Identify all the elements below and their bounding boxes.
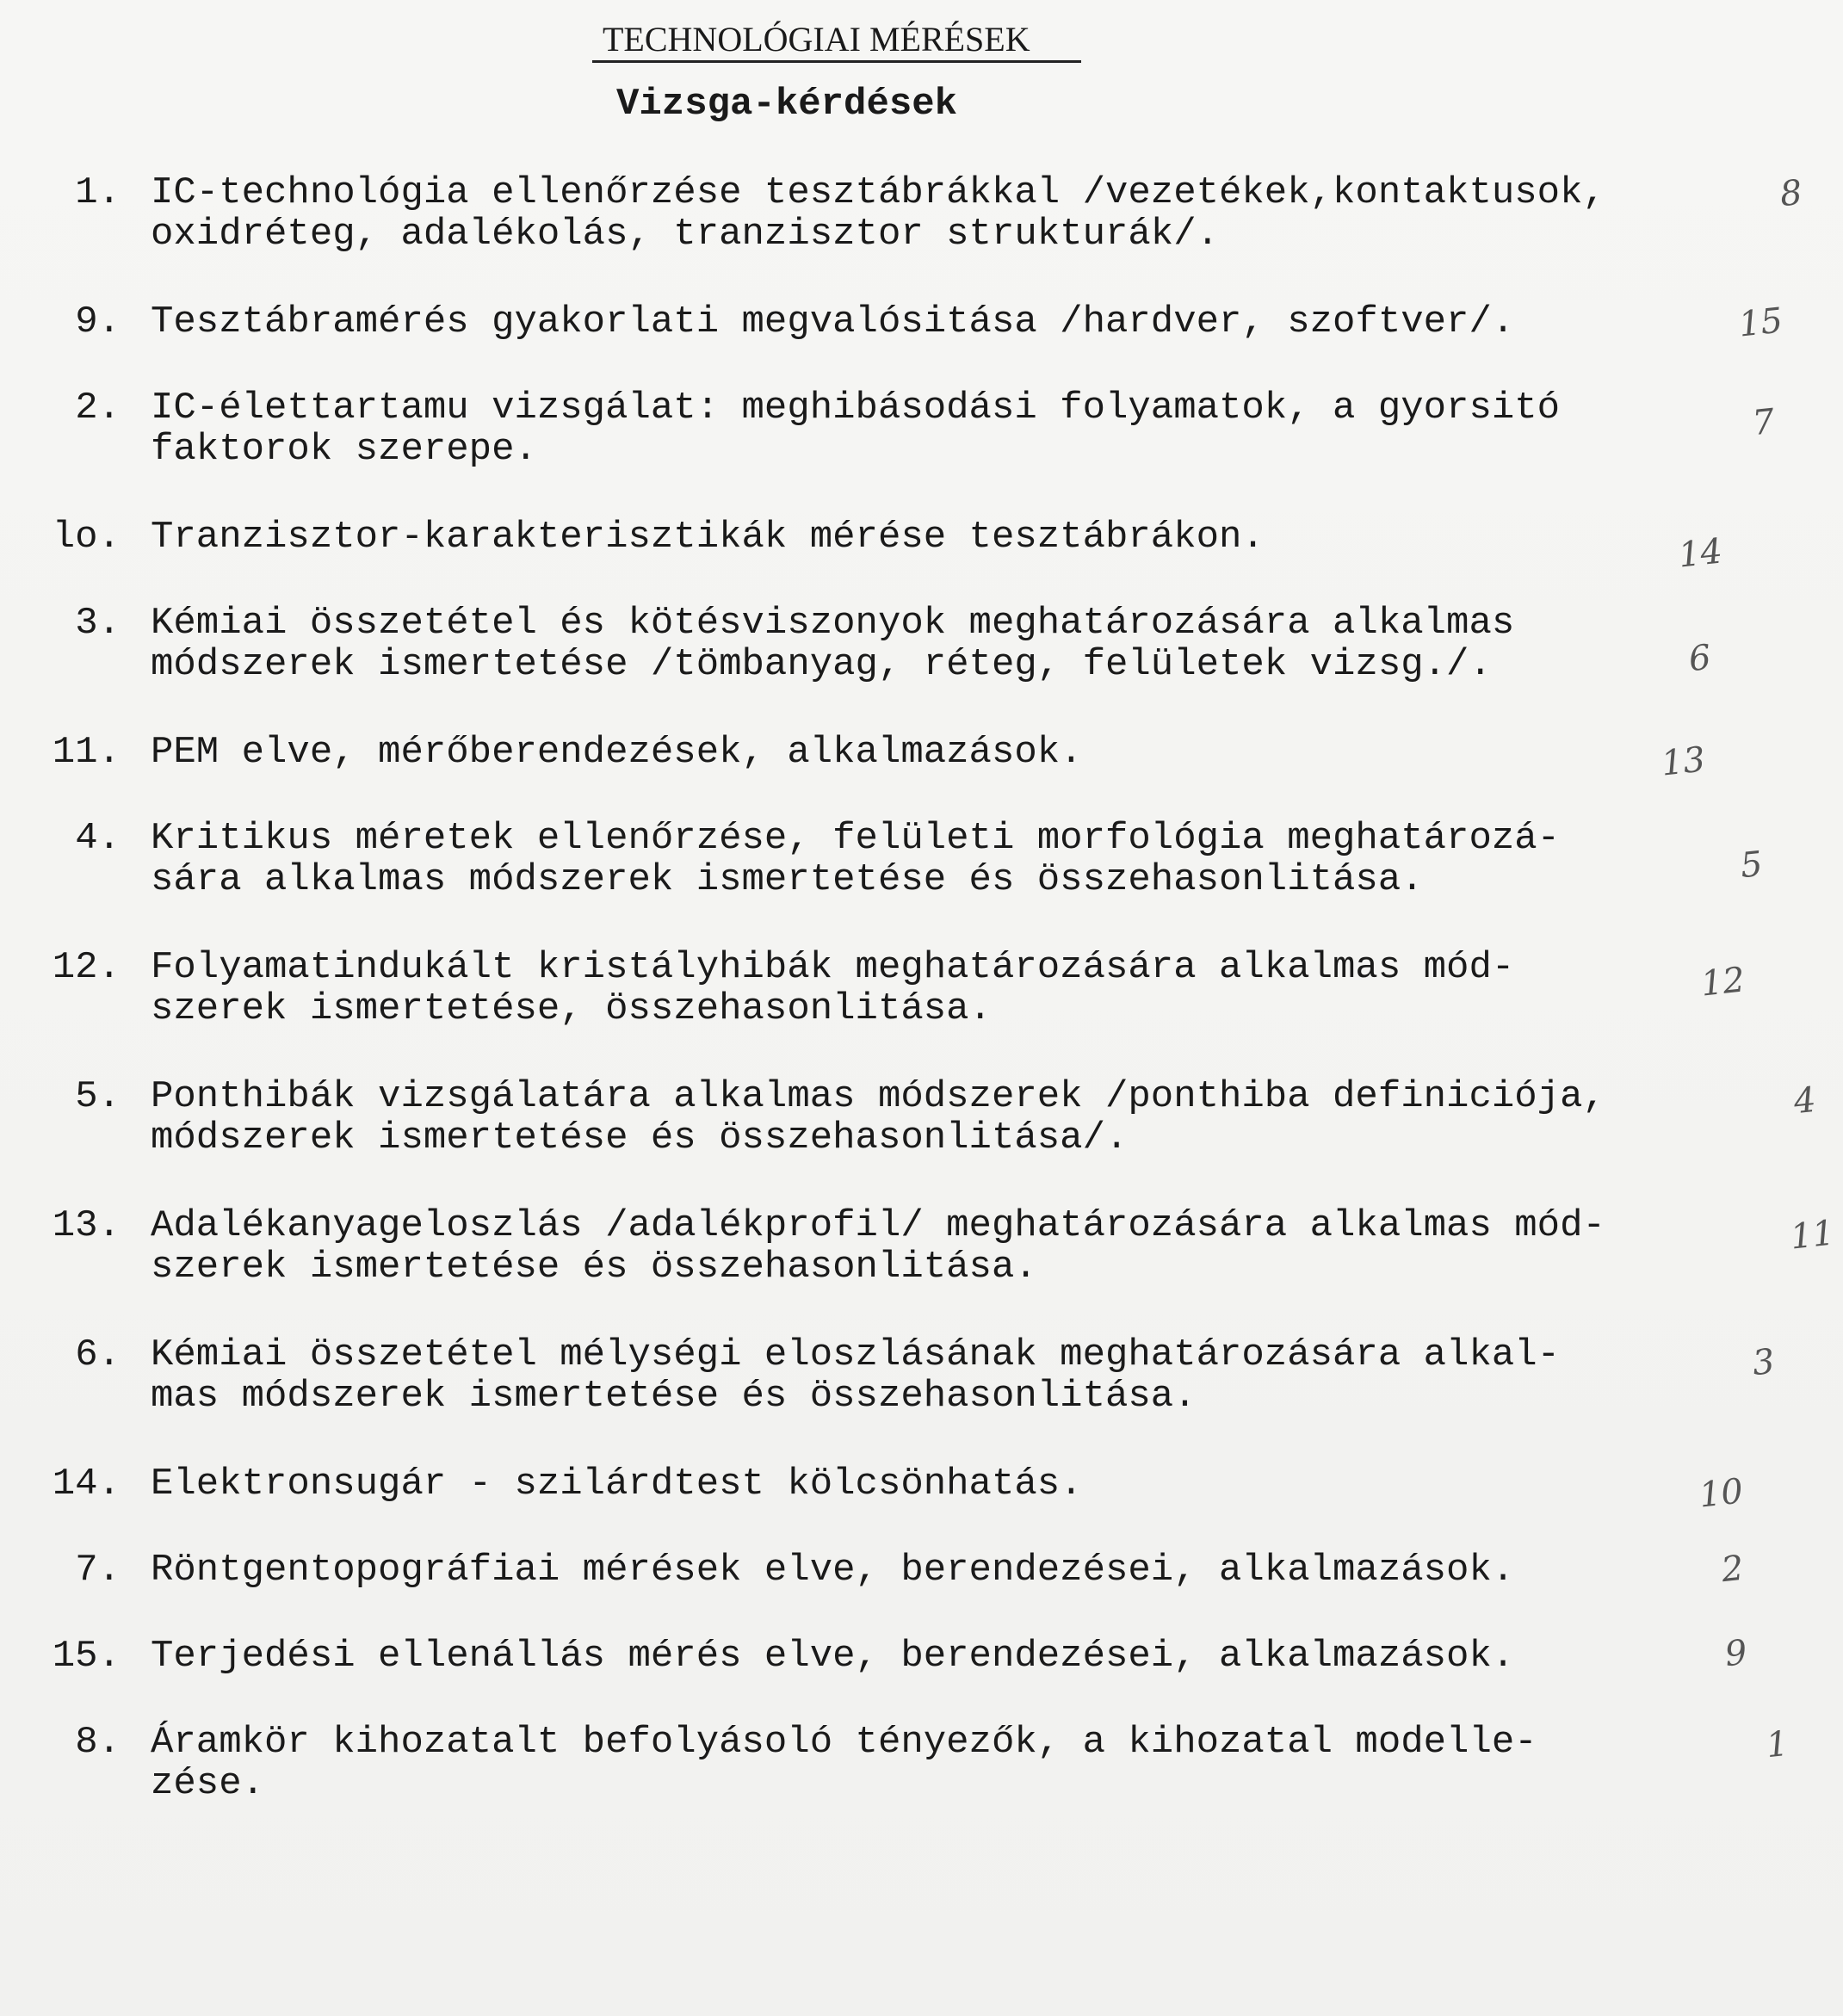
question-text-line1: Ponthibák vizsgálatára alkalmas módszerek /ponthiba definiciója,: [151, 1075, 1605, 1118]
question-text-line1: IC-élettartamu vizsgálat: meghibásodási folyamatok, a gyorsitó: [151, 387, 1561, 430]
handwritten-mark: 6: [1686, 637, 1713, 680]
question-text-line2: módszerek ismertetése és összehasonlitása/.: [151, 1116, 1129, 1160]
question-text-line1: IC-technológia ellenőrzése tesztábrákkal /vezetékek,kontaktusok,: [151, 171, 1605, 214]
question-text-line2: sára alkalmas módszerek ismertetése és összehasonlitása.: [151, 858, 1424, 901]
question-number: 2.: [75, 387, 121, 430]
question-number: 3.: [75, 602, 121, 645]
question-number: 5.: [75, 1075, 121, 1118]
handwritten-mark: 10: [1697, 1471, 1746, 1516]
question-number: lo.: [52, 516, 121, 559]
handwritten-mark: 9: [1722, 1632, 1749, 1675]
handwritten-mark: 2: [1719, 1548, 1746, 1591]
question-text-line1: Terjedési ellenállás mérés elve, berendezései, alkalmazások.: [151, 1635, 1515, 1678]
question-number: 7.: [75, 1549, 121, 1592]
question-number: 1.: [75, 171, 121, 214]
handwritten-mark: 13: [1659, 739, 1708, 784]
handwritten-mark: 14: [1676, 531, 1725, 576]
question-text-line1: Adalékanyageloszlás /adalékprofil/ meghatározására alkalmas mód-: [151, 1204, 1605, 1247]
question-text-line2: oxidréteg, adalékolás, tranzisztor strukturák/.: [151, 213, 1220, 256]
question-text-line1: Áramkör kihozatalt befolyásoló tényezők, a kihozatal modelle-: [151, 1721, 1537, 1764]
question-text-line2: módszerek ismertetése /tömbanyag, réteg, felületek vizsg./.: [151, 643, 1492, 686]
question-number: 13.: [52, 1204, 121, 1247]
handwritten-mark: 15: [1736, 300, 1785, 345]
document-subtitle: Vizsga-kérdések: [616, 83, 958, 126]
question-text-line1: Kémiai összetétel mélységi eloszlásának meghatározására alkal-: [151, 1333, 1561, 1376]
question-number: 14.: [52, 1463, 121, 1506]
question-number: 15.: [52, 1635, 121, 1678]
question-text-line1: Tranzisztor-karakterisztikák mérése tesztábrákon.: [151, 516, 1265, 559]
title-underline: [592, 60, 1081, 63]
question-text-line1: Kritikus méretek ellenőrzése, felületi morfológia meghatározá-: [151, 817, 1561, 860]
question-text-line2: szerek ismertetése és összehasonlitása.: [151, 1246, 1037, 1289]
question-text-line1: Röntgentopográfiai mérések elve, berendezései, alkalmazások.: [151, 1549, 1515, 1592]
document-title: TECHNOLÓGIAI MÉRÉSEK: [603, 20, 1030, 59]
question-number: 4.: [75, 817, 121, 860]
question-text-line2: mas módszerek ismertetése és összehasonlitása.: [151, 1375, 1197, 1418]
question-number: 8.: [75, 1721, 121, 1764]
handwritten-mark: 5: [1738, 844, 1765, 887]
question-text-line1: Folyamatindukált kristályhibák meghatározására alkalmas mód-: [151, 946, 1515, 989]
question-number: 9.: [75, 300, 121, 343]
question-text-line2: zése.: [151, 1762, 265, 1805]
handwritten-mark: 3: [1750, 1341, 1777, 1384]
question-number: 6.: [75, 1333, 121, 1376]
question-item: [26, 1721, 1537, 1887]
handwritten-mark: 8: [1778, 172, 1804, 215]
handwritten-mark: 11: [1788, 1213, 1837, 1258]
handwritten-mark: 12: [1698, 960, 1747, 1005]
question-text-line2: faktorok szerepe.: [151, 428, 537, 471]
handwritten-mark: 1: [1764, 1723, 1790, 1766]
question-number: 12.: [52, 946, 121, 989]
question-text-line1: Elektronsugár - szilárdtest kölcsönhatás.: [151, 1463, 1083, 1506]
handwritten-mark: 4: [1791, 1079, 1818, 1122]
question-number: 11.: [52, 731, 121, 774]
handwritten-mark: 7: [1750, 401, 1777, 444]
question-text-line2: szerek ismertetése, összehasonlitása.: [151, 987, 992, 1030]
question-text-line1: Kémiai összetétel és kötésviszonyok meghatározására alkalmas: [151, 602, 1515, 645]
question-text-line1: PEM elve, mérőberendezések, alkalmazások.: [151, 731, 1083, 774]
question-text-line1: Tesztábramérés gyakorlati megvalósitása /hardver, szoftver/.: [151, 300, 1515, 343]
